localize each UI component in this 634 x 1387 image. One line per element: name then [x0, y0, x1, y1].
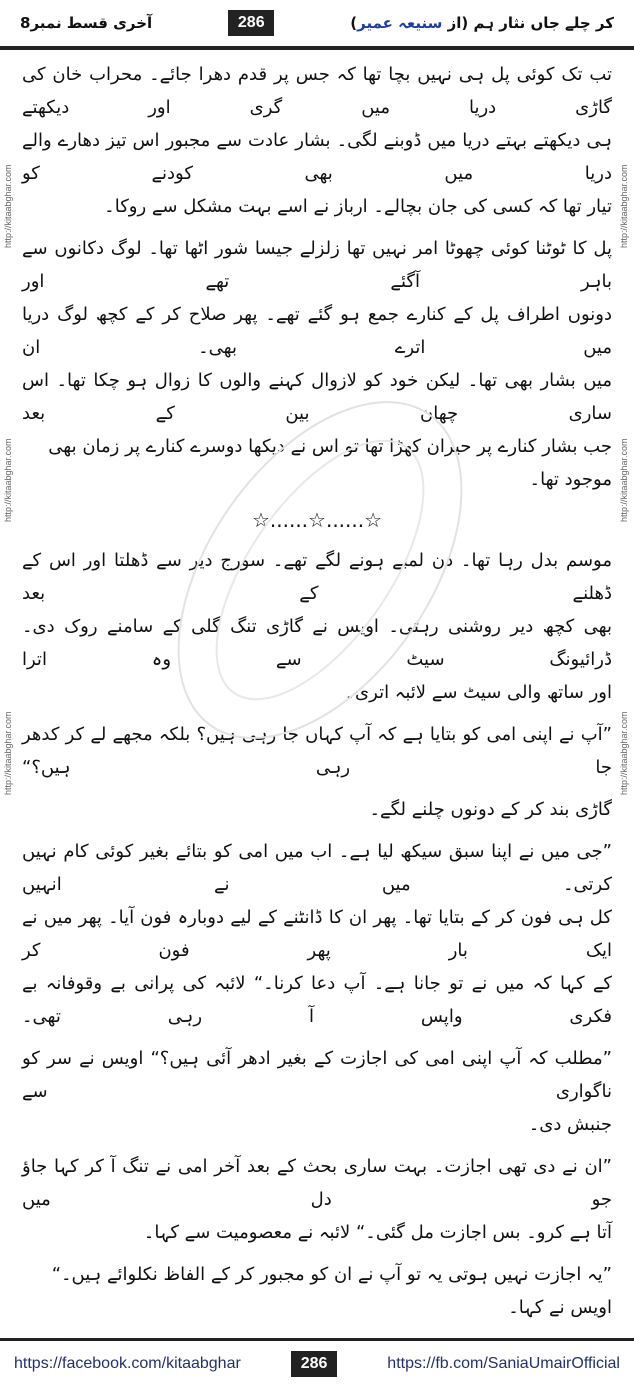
author-facebook-link[interactable]: https://fb.com/SaniaUmairOfficial	[387, 1355, 620, 1372]
text-line: اور ساتھ والی سیٹ سے لائبہ اتری۔	[344, 682, 612, 703]
text-line: میں بشار بھی تھا۔ لیکن خود کو لازوال کہنے والوں کا زوال ہو چکا تھا۔ اس ساری چھان بین کے بعد	[22, 370, 612, 424]
text-line: جنبش دی۔	[528, 1114, 612, 1135]
text-line: تب تک کوئی پل ہی نہیں بچا تھا کہ جس پر قدم دھرا جائے۔ محراب خان کی گاڑی دریا میں گری اور دیکھتے	[22, 64, 612, 118]
text-line: بھی کچھ دیر روشنی رہتی۔ اویس نے گاڑی تنگ گلی کے سامنے روک دی۔ ڈرائیونگ سیٹ سے وہ اترا	[22, 616, 612, 670]
right-side-watermark	[619, 70, 631, 890]
page-footer	[0, 1341, 634, 1387]
text-line: ”ان نے دی تھی اجازت۔ بہت ساری بحث کے بعد آخر امی نے تنگ آ کر کہا جاؤ جو دل میں	[22, 1156, 612, 1210]
facebook-link[interactable]: https://facebook.com/kitaabghar	[14, 1355, 241, 1372]
text-line: پل کا ٹوٹنا کوئی چھوٹا امر نہیں تھا زلزلے جیسا شور اٹھا تھا۔ لوگ دکانوں سے باہر آگئے تھے اور	[22, 238, 612, 292]
page-header	[0, 0, 634, 46]
footer-page-number: 286	[291, 1351, 337, 1377]
novel-title: کر چلے جاں نثار ہم	[473, 14, 614, 32]
author-name: سنیعہ عمیر	[357, 14, 443, 32]
text-line: ”مطلب کہ آپ اپنی امی کی اجازت کے بغیر ادھر آئی ہیں؟“ اویس نے سر کو ناگواری سے	[22, 1048, 612, 1102]
text-line: ”آپ نے اپنی امی کو بتایا ہے کہ آپ کہاں جا رہی ہیں؟ بلکہ مجھے لے کر کدھر جا رہی ہیں؟“	[22, 724, 612, 778]
text-line: جب بشار کنارے پر حیران کھڑا تھا تو اس نے دیکھا دوسرے کنارے پر زمان بھی موجود تھا۔	[48, 436, 612, 490]
header-page-number: 286	[228, 10, 274, 36]
side-watermark-text: http://kitaabghar.com	[3, 711, 13, 796]
side-watermark-text: http://kitaabghar.com	[619, 164, 629, 249]
section-separator: ☆......☆......☆	[251, 508, 383, 532]
text-line: موسم بدل رہا تھا۔ دن لمبے ہونے لگے تھے۔ سورج دیر سے ڈھلتا اور اس کے ڈھلنے کے بعد	[22, 550, 612, 604]
side-watermark-text: http://kitaabghar.com	[619, 711, 629, 796]
story-text	[0, 50, 634, 1338]
running-title	[350, 14, 614, 32]
side-watermark-text: http://kitaabghar.com	[3, 164, 13, 249]
left-side-watermark	[3, 70, 15, 890]
text-line: ہی دیکھتے بہتے دریا میں ڈوبنے لگی۔ بشار عادت سے مجبور اس تیز دھارے والے دریا میں بھی کودنے کو	[22, 130, 612, 184]
text-line: آتا ہے کرو۔ بس اجازت مل گئی۔“ لائبہ نے معصومیت سے کہا۔	[143, 1222, 612, 1243]
text-line: ”جی میں نے اپنا سبق سیکھ لیا ہے۔ اب میں امی کو بتائے بغیر کوئی کام نہیں کرتی۔ میں نے انہیں	[22, 841, 612, 895]
text-line: گاڑی بند کر کے دونوں چلنے لگے۔	[369, 799, 612, 820]
text-line: کے کہا کہ میں نے تو جانا ہے۔ آپ دعا کرنا۔“ لائبہ کی پرانی بے وقوفانہ بے فکری واپس آ رہی تھی۔	[22, 973, 612, 1027]
text-line: تیار تھا کہ کسی کی جان بچالے۔ ارباز نے اسے بہت مشکل سے روکا۔	[104, 196, 612, 217]
side-watermark-text: http://kitaabghar.com	[3, 438, 13, 522]
text-line: کل ہی فون کر کے بتایا تھا۔ پھر ان کا ڈانٹنے کے لیے دوبارہ فون آیا۔ پھر میں نے ایک بار پھر فون کر	[22, 907, 612, 961]
text-line: ”یہ اجازت نہیں ہوتی یہ تو آپ نے ان کو مجبور کر کے الفاظ نکلوائے ہیں۔“ اویس نے کہا۔	[51, 1264, 612, 1318]
text-line: دونوں اطراف پل کے کنارے جمع ہو گئے تھے۔ پھر صلاح کر کے کچھ لوگ دریا میں اترے بھی۔ ان	[22, 304, 612, 358]
side-watermark-text: http://kitaabghar.com	[619, 438, 629, 522]
episode-label: آخری قسط نمبر8	[20, 14, 153, 32]
author-suffix: )	[350, 14, 358, 32]
author-prefix: (از	[442, 14, 469, 32]
